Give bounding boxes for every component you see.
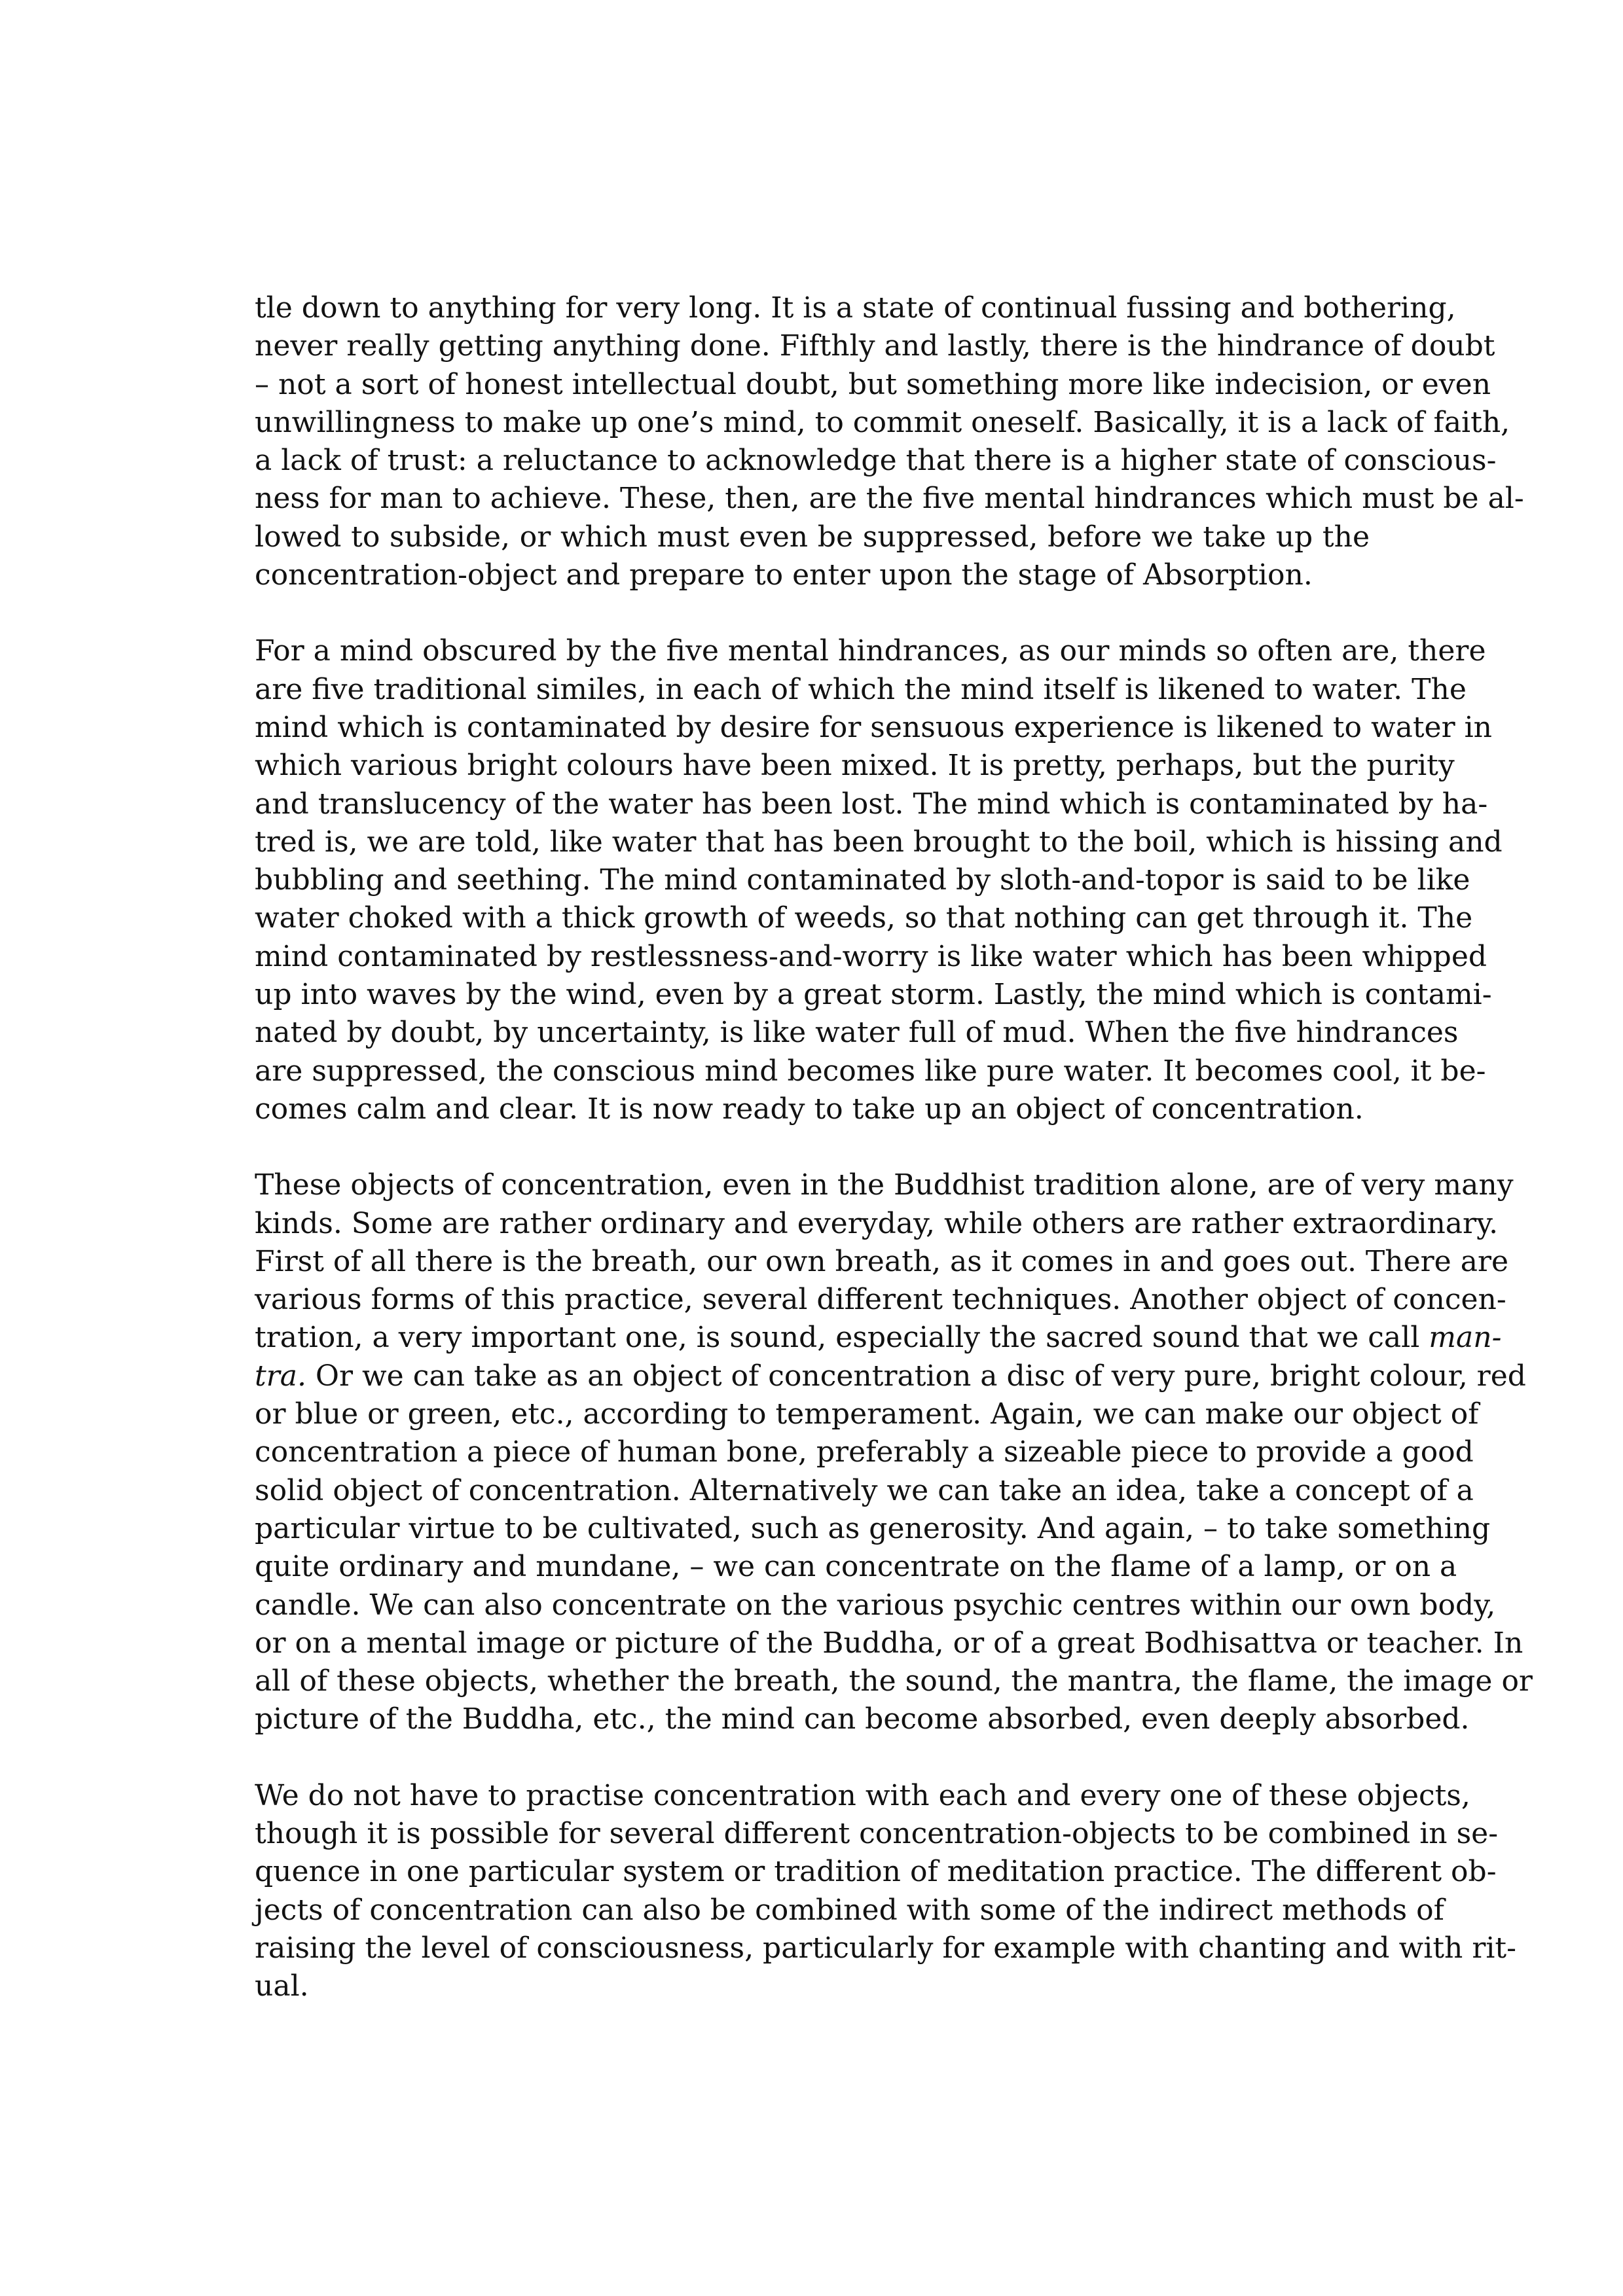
text-line: mind contaminated by restlessness-and-worry is like water which has been whipped (255, 939, 1487, 973)
text-line: jects of concentration can also be combined with some of the indirect methods of (255, 1893, 1444, 1927)
text-line: mind which is contaminated by desire for sensuous experience is likened to water in (255, 710, 1493, 744)
text-line: various forms of this practice, several different techniques. Another object of concen- (255, 1283, 1506, 1317)
text-line: candle. We can also concentrate on the various psychic centres within our own body, (255, 1588, 1496, 1622)
body-text (255, 289, 1533, 2043)
italic-word: tra. (255, 1359, 306, 1393)
line-text: tration, a very important one, is sound, especially the sacred sound that we call (255, 1321, 1420, 1355)
text-line (255, 1319, 1502, 1357)
text-line: or blue or green, etc., according to temperament. Again, we can make our object of (255, 1397, 1479, 1431)
text-line: nated by doubt, by uncertainty, is like water full of mud. When the five hindrances (255, 1016, 1459, 1050)
text-line: are suppressed, the conscious mind becomes like pure water. It becomes cool, it be- (255, 1054, 1486, 1088)
paragraph-3 (255, 1166, 1533, 1738)
text-line: water choked with a thick growth of weeds, so that nothing can get through it. The (255, 901, 1473, 935)
text-line: up into waves by the wind, even by a great storm. Lastly, the mind which is contami- (255, 978, 1492, 1012)
paragraph-4 (255, 1777, 1516, 2006)
text-line: unwillingness to make up one’s mind, to commit oneself. Basically, it is a lack of faith, (255, 405, 1510, 439)
text-line: lowed to subside, or which must even be suppressed, before we take up the (255, 520, 1370, 554)
text-line: are five traditional similes, in each of which the mind itself is likened to water. The (255, 672, 1467, 706)
text-line: concentration-object and prepare to enter upon the stage of Absorption. (255, 558, 1313, 592)
text-line: particular virtue to be cultivated, such as generosity. And again, – to take something (255, 1511, 1491, 1545)
text-line: and translucency of the water has been lost. The mind which is contaminated by ha- (255, 787, 1488, 821)
text-line: all of these objects, whether the breath, the sound, the mantra, the flame, the image or (255, 1664, 1533, 1698)
text-line: tred is, we are told, like water that has been brought to the boil, which is hissing and (255, 825, 1503, 859)
paragraph-1 (255, 289, 1524, 594)
text-line: solid object of concentration. Alternatively we can take an idea, take a concept of a (255, 1473, 1474, 1507)
text-line: comes calm and clear. It is now ready to take up an object of concentration. (255, 1092, 1364, 1126)
line-text: Or we can take as an object of concentration a disc of very pure, bright colour, red (306, 1359, 1526, 1393)
text-line: though it is possible for several different concentration-objects to be combined in se- (255, 1816, 1499, 1850)
text-line (255, 1357, 1526, 1395)
text-line: We do not have to practise concentration with each and every one of these objects, (255, 1778, 1470, 1812)
text-line: – not a sort of honest intellectual doubt, but something more like indecision, or even (255, 367, 1491, 401)
text-line: These objects of concentration, even in the Buddhist tradition alone, are of very many (255, 1168, 1514, 1202)
text-line: bubbling and seething. The mind contaminated by sloth-and-topor is said to be like (255, 863, 1470, 897)
text-line: quite ordinary and mundane, – we can concentrate on the flame of a lamp, or on a (255, 1550, 1457, 1584)
text-line: picture of the Buddha, etc., the mind can become absorbed, even deeply absorbed. (255, 1702, 1470, 1736)
text-line: kinds. Some are rather ordinary and everyday, while others are rather extraordinary. (255, 1206, 1499, 1240)
text-line: quence in one particular system or tradition of meditation practice. The different ob- (255, 1855, 1497, 1889)
text-line: concentration a piece of human bone, preferably a sizeable piece to provide a good (255, 1435, 1474, 1469)
text-line: ual. (255, 1969, 309, 2003)
text-line: or on a mental image or picture of the Buddha, or of a great Bodhisattva or teacher. In (255, 1626, 1523, 1660)
text-line: never really getting anything done. Fifthly and lastly, there is the hindrance of doubt (255, 329, 1495, 363)
text-line: a lack of trust: a reluctance to acknowledge that there is a higher state of conscious- (255, 444, 1497, 478)
text-line: First of all there is the breath, our own breath, as it comes in and goes out. There are (255, 1244, 1509, 1278)
text-line: ness for man to achieve. These, then, are the five mental hindrances which must be al- (255, 482, 1524, 516)
text-line: tle down to anything for very long. It is a state of continual fussing and bothering, (255, 291, 1456, 325)
text-line: which various bright colours have been mixed. It is pretty, perhaps, but the purity (255, 749, 1455, 783)
paragraph-2 (255, 632, 1503, 1128)
italic-word: man- (1429, 1321, 1502, 1355)
text-line: For a mind obscured by the five mental hindrances, as our minds so often are, there (255, 634, 1486, 668)
text-line: raising the level of consciousness, particularly for example with chanting and with rit- (255, 1931, 1516, 1965)
